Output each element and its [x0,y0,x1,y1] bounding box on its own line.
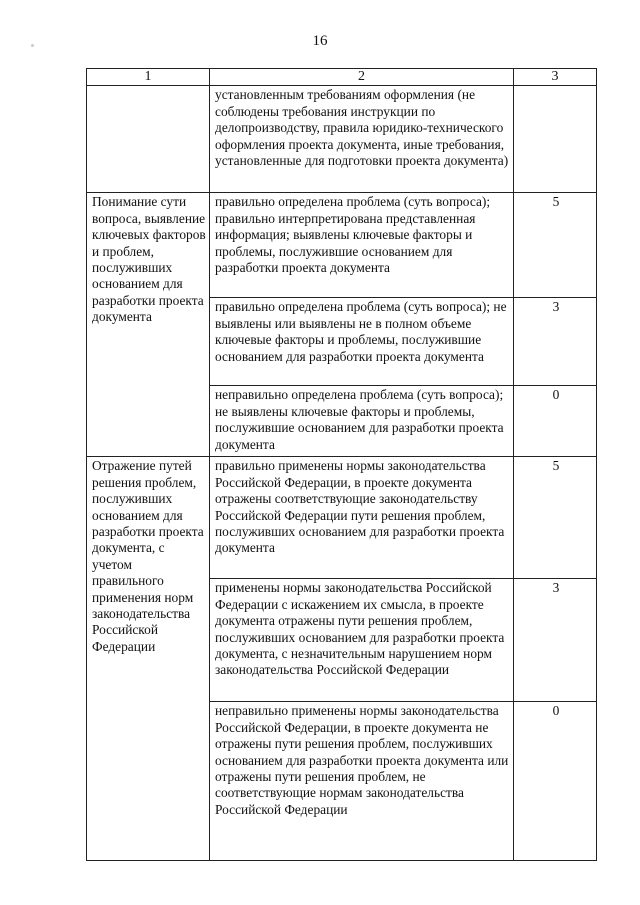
score-cell: 3 [514,298,597,386]
criterion-cell: Понимание сути вопроса, выявление ключевых факторов и проблем, послуживших основанием для разработки проекта документа [87,193,210,457]
description-cell: правильно определена проблема (суть вопроса); не выявлены или выявлены не в полном объеме ключевые факторы и проблемы, послужившие основанием для разработки проекта документа [210,298,514,386]
criterion-cell: Отражение путей решения проблем, послуживших основанием для разработки проекта документа, с учетом правильного применения норм законодательства Российской Федерации [87,457,210,861]
table-row [87,86,597,193]
score-cell: 0 [514,702,597,861]
description-cell: неправильно определена проблема (суть вопроса); не выявлены ключевые факторы и проблемы, послужившие основанием для разработки проекта документа [210,386,514,457]
column-header-1: 1 [87,69,210,86]
score-cell: 0 [514,386,597,457]
description-cell: правильно определена проблема (суть вопроса); правильно интерпретирована представленная информация; выявлены ключевые факторы и проблемы, послужившие основанием для разработки проекта документа [210,193,514,298]
score-cell: 5 [514,457,597,579]
table-row [87,193,597,298]
column-header-2: 2 [210,69,514,86]
description-cell: неправильно применены нормы законодательства Российской Федерации, в проекте документа не отражены пути решения проблем, послуживших основанием для разработки проекта документа или отражены пути решения проблем, не соответствующие нормам законодательства Российской Федерации [210,702,514,861]
score-cell: 5 [514,193,597,298]
criterion-cell [87,86,210,193]
page-number: 16 [312,33,328,49]
description-cell: установленным требованиям оформления (не соблюдены требования инструкции по делопроизводству, правила юридико-технического оформления проекта документа, иные требования, установленные для подготовки проекта документа) [210,86,514,193]
score-cell: 3 [514,579,597,702]
column-header-3: 3 [514,69,597,86]
description-cell: применены нормы законодательства Российской Федерации с искажением их смысла, в проекте документа отражены пути решения проблем, послуживших основанием для разработки проекта документа, с незначительным нарушением норм законодательства Российской Федерации [210,579,514,702]
table-header-row [87,69,597,86]
criteria-table [86,68,597,861]
score-cell [514,86,597,193]
description-cell: правильно применены нормы законодательства Российской Федерации, в проекте документа отражены соответствующие законодательству Российской Федерации пути решения проблем, послуживших основанием для разработки проекта документа [210,457,514,579]
table-row [87,457,597,579]
